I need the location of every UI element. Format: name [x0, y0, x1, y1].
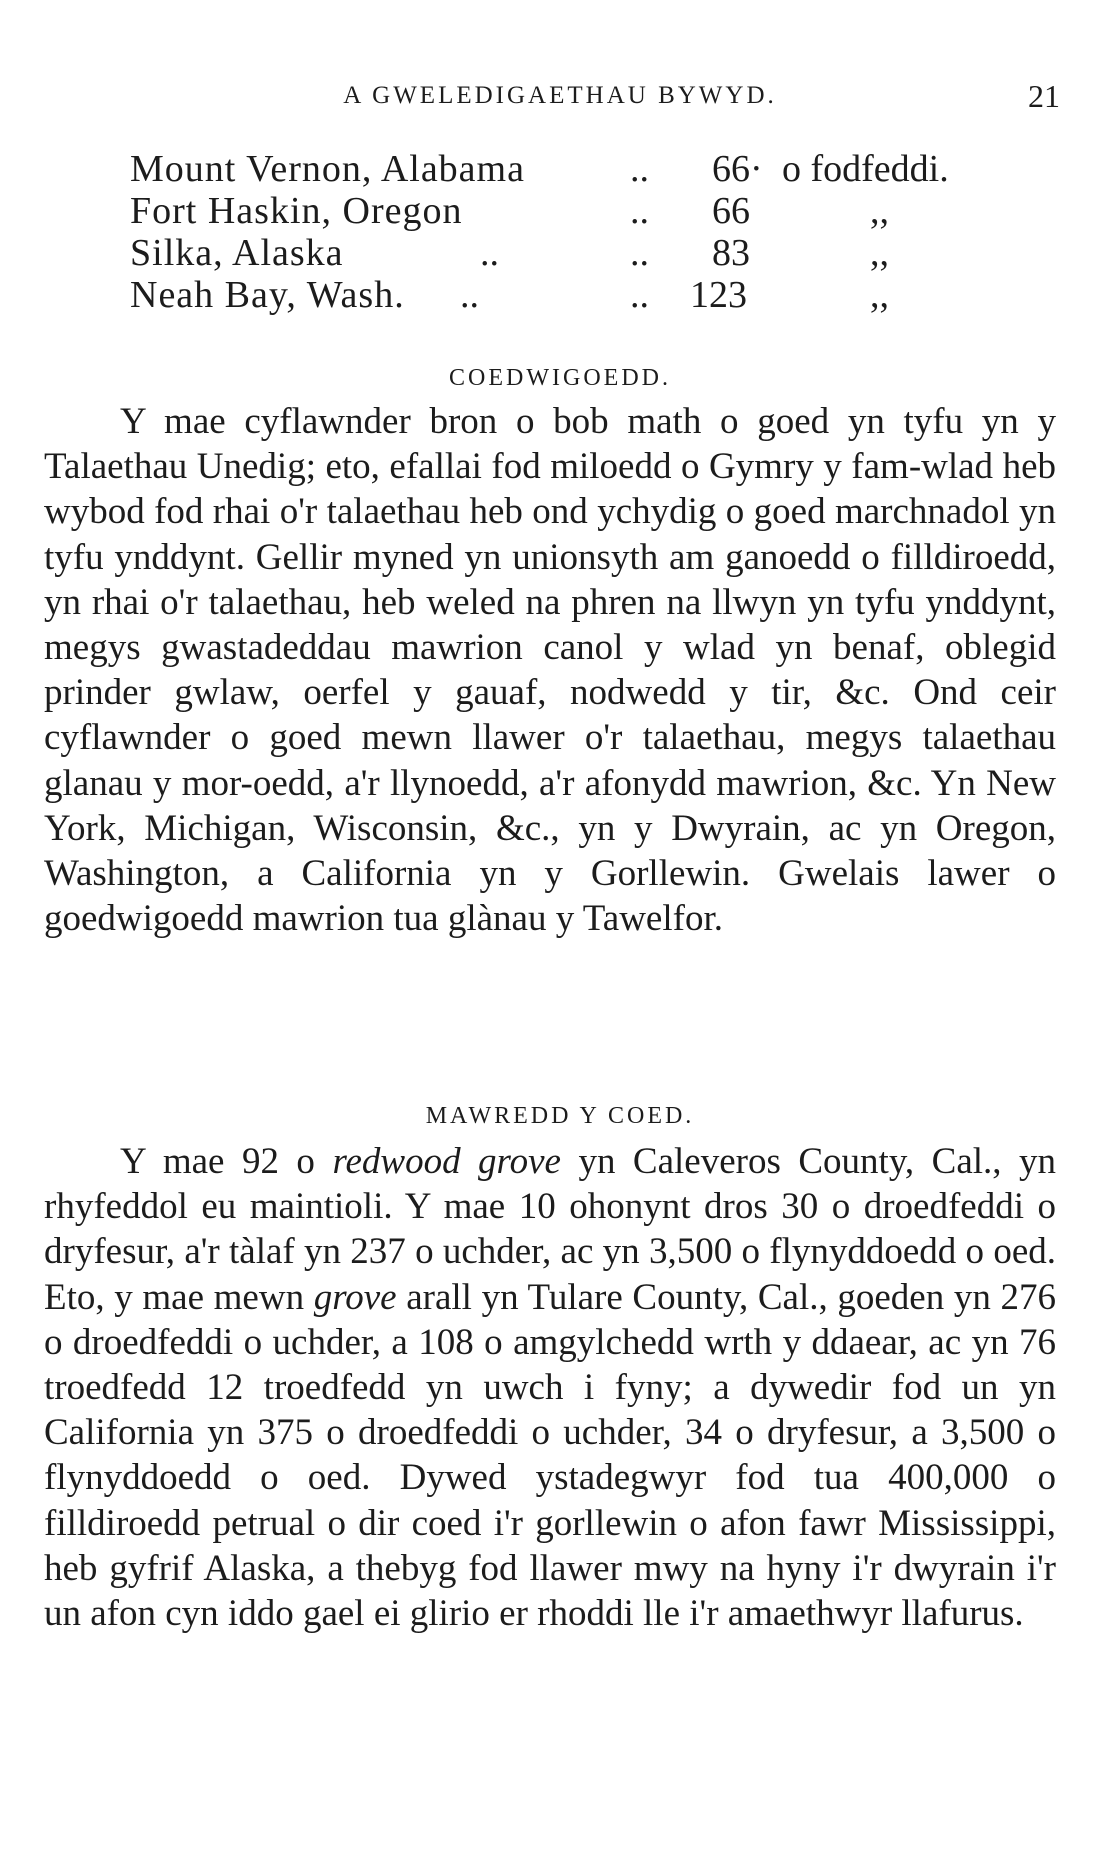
value: 83 [712, 232, 750, 274]
dot-leader: .. [630, 148, 649, 190]
dot-leader: .. [630, 232, 649, 274]
dot-leader: .. [630, 274, 649, 316]
text-run: arall yn Tulare County, Cal., goeden yn 276 o droedfeddi o uchder, a 108 o amgylchedd wrth y ddaear, ac yn 76 troedfedd 12 troedfedd yn uwch i fyny; a dywedir fod un yn California yn 375 o droedfeddi o uchder, 34 o dryfesur, a 3,500 o flynyddoedd o oed. Dywed ystadegwyr fod tua 400,000 o filldiroedd petrual o dir coed i'r gorllewin o afon fawr Mississippi, heb gyfrif Alaska, a thebyg fod llawer mwy na hyny i'r dwyrain i'r un afon cyn iddo gael ei glirio er rhoddi lle i'r amaethwyr llafurus. [44, 1276, 1056, 1635]
paragraph-text: Y mae cyflawnder bron o bob math o goed yn tyfu yn y Talaethau Unedig; eto, efallai fod miloedd o Gymry y fam-wlad heb wybod fod rhai o'r talaethau heb ond ychydig o goed marchnadol yn tyfu ynddynt. Gellir myned yn unionsyth am ganoedd o filldiroedd, yn rhai o'r talaethau, heb weled na phren na llwyn yn tyfu ynddynt, megys gwastadeddau mawrion canol y wlad yn benaf, oblegid prinder gwlaw, oerfel y gauaf, nodwedd y tir, &c. Ond ceir cyflawnder o goed mewn llawer o'r talaethau, megys talaethau glanau y mor-oedd, a'r llynoedd, a'r afonydd mawrion, &c. Yn New York, Michigan, Wisconsin, &c., yn y Dwyrain, ac yn Oregon, Washington, a California yn y Gorllewin. Gwelais lawer o goedwigoedd mawrion tua glànau y Tawelfor. [44, 401, 1056, 940]
section-heading-trees: MAWREDD Y COED. [425, 1103, 695, 1129]
text-run: yn Caleveros County, Cal., yn rhyfeddol eu maintioli. Y mae 10 ohonynt dros 30 o droedfeddi o dryfesur, a'r tàlaf yn 237 o uchder, ac yn 3,500 o flynyddoedd o oed. Eto, y mae mewn [44, 1141, 1057, 1318]
italic-term: redwood grove [332, 1141, 561, 1182]
running-header [40, 78, 1080, 118]
place-name: Silka, Alaska [130, 232, 344, 274]
running-title: A GWELEDIGAETHAU BYWYD. [343, 82, 777, 109]
ditto-mark: ,, [870, 232, 889, 274]
place-name: Mount Vernon, Alabama [130, 148, 525, 190]
paragraph-forests [44, 399, 1056, 941]
italic-term: grove [313, 1276, 397, 1318]
unit: o fodfeddi. [782, 148, 949, 190]
dot-leader: .. [460, 274, 479, 316]
text-run: Y mae 92 o [120, 1141, 315, 1182]
value: 123 [690, 274, 747, 316]
paragraph-text [44, 1139, 1056, 1636]
section-heading-forests: COEDWIGOEDD. [449, 365, 671, 391]
value: 66 [712, 190, 750, 232]
ditto-mark: ,, [870, 274, 889, 316]
page-number: 21 [1028, 78, 1060, 114]
table-row [130, 190, 990, 232]
place-name: Fort Haskin, Oregon [130, 190, 463, 232]
table-row [130, 232, 990, 274]
ditto-mark: ,, [870, 190, 889, 232]
value: 66· [712, 148, 763, 190]
paragraph-trees [44, 1139, 1056, 1636]
table-row [130, 274, 990, 316]
temperature-table [130, 148, 990, 316]
place-name: Neah Bay, Wash. [130, 274, 405, 316]
dot-leader: .. [480, 232, 499, 274]
dot-leader: .. [630, 190, 649, 232]
table-row [130, 148, 990, 190]
